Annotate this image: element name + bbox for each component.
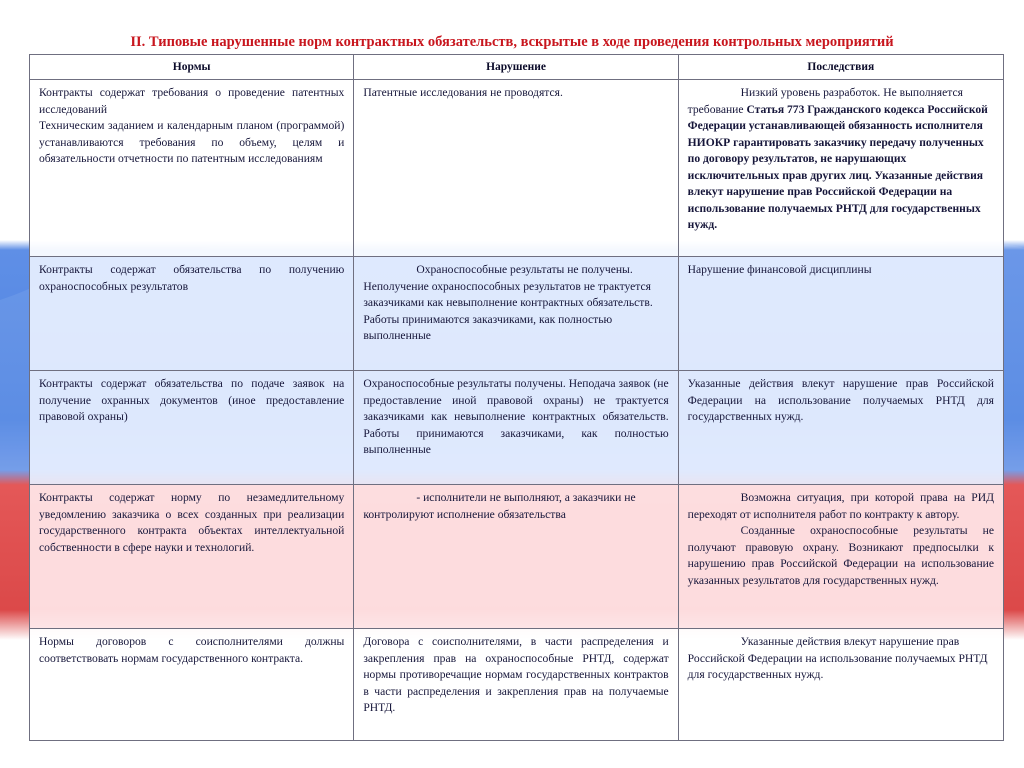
table-row — [30, 80, 1004, 257]
consequence-text: Указанные действия влекут нарушение прав Российской Федерации на использование получаемых РНТД для государственных нужд. — [687, 635, 988, 681]
table-row — [30, 257, 1004, 371]
violation-text: Патентные исследования не проводятся. — [363, 86, 563, 99]
header-norms: Нормы — [30, 55, 354, 80]
header-consequences: Последствия — [678, 55, 1003, 80]
table-row — [30, 629, 1004, 741]
violation-cell — [354, 80, 678, 257]
page-title: II. Типовые нарушенные норм контрактных обязательств, вскрытые в ходе проведения контрольных мероприятий — [130, 34, 894, 50]
table-row — [30, 371, 1004, 485]
violation-text: Договора с соисполнителями, в части распределения и закрепления прав на охраноспособные РНТД, содержат нормы противоречащие нормам государственных контрактов в части распределения и закрепления прав на получаемые РНТД. — [363, 635, 669, 714]
consequence-cell — [678, 80, 1003, 257]
norm-text: Техническим заданием и календарным планом (программой) устанавливаются требования по объему, целям и обязательности отчетности по патентным исследованиям — [39, 119, 345, 165]
violation-text: Охраноспособные результаты получены. Неподача заявок (не предоставление иной правовой охраны) не трактуется заказчиками как невыполнение контрактных обязательств. Работы принимаются заказчиками, как полностью выполненные — [363, 377, 669, 456]
consequence-text: Нарушение финансовой дисциплины — [687, 263, 872, 276]
violation-text: - исполнители не выполняют, а заказчики не контролируют исполнение обязательства — [363, 491, 636, 521]
violations-table — [29, 54, 1004, 741]
norm-cell — [30, 629, 354, 741]
consequence-text: Созданные охраноспособные результаты не получают правовую охрану. Возникают предпосылки к нарушению прав Российской Федерации на использование указанных результатов для государственных нужд. — [687, 524, 994, 587]
violation-cell — [354, 485, 678, 629]
consequence-text — [688, 85, 994, 234]
norm-cell — [30, 485, 354, 629]
norm-cell — [30, 80, 354, 257]
norm-text: Нормы договоров с соисполнителями должны соответствовать нормам государственного контракта. — [39, 635, 345, 665]
table-row — [30, 485, 1004, 629]
table-header-row — [30, 55, 1004, 80]
consequence-cell — [678, 371, 1003, 485]
norm-text: Контракты содержат обязательства по подаче заявок на получение охранных документов (иное предоставление правовой охраны) — [39, 377, 345, 423]
norm-text: Контракты содержат требования о проведение патентных исследований — [39, 86, 345, 116]
consequence-cell — [678, 629, 1003, 741]
consequence-cell — [678, 485, 1003, 629]
consequence-cell — [678, 257, 1003, 371]
consequence-bold: Статья 773 Гражданского кодекса Российской Федерации устанавливающей обязанность исполнителя НИОКР гарантировать заказчику передачу полученных по договору результатов, не нарушающих исключительных прав других лиц. Указанные действия влекут нарушение прав Российской Федерации на использование получаемых РНТД для государственных нужд. — [687, 102, 988, 231]
norm-cell — [30, 257, 354, 371]
consequence-plain: Низкий уровень разработок. Не выполняется требование — [687, 86, 963, 116]
header-violation: Нарушение — [354, 55, 678, 80]
violation-cell — [354, 257, 678, 371]
violation-cell — [354, 371, 678, 485]
norm-text: Контракты содержат норму по незамедлительному уведомлению заказчика о всех созданных при реализации государственного контракта объектах интеллектуальной собственности в сфере науки и технологий. — [39, 491, 345, 554]
norm-text: Контракты содержат обязательства по получению охраноспособных результатов — [39, 263, 345, 293]
violation-text: Охраноспособные результаты не получены. Неполучение охраноспособных результатов не трактуется заказчиками как невыполнение контрактных обязательств. Работы принимаются заказчиками, как полностью выполненные — [363, 263, 653, 342]
consequence-text: Возможна ситуация, при которой права на РИД переходят от исполнителя работ по контракту к автору. — [687, 491, 994, 521]
norm-cell — [30, 371, 354, 485]
violation-cell — [354, 629, 678, 741]
consequence-text: Указанные действия влекут нарушение прав Российской Федерации на использование получаемых РНТД для государственных нужд. — [687, 377, 994, 423]
